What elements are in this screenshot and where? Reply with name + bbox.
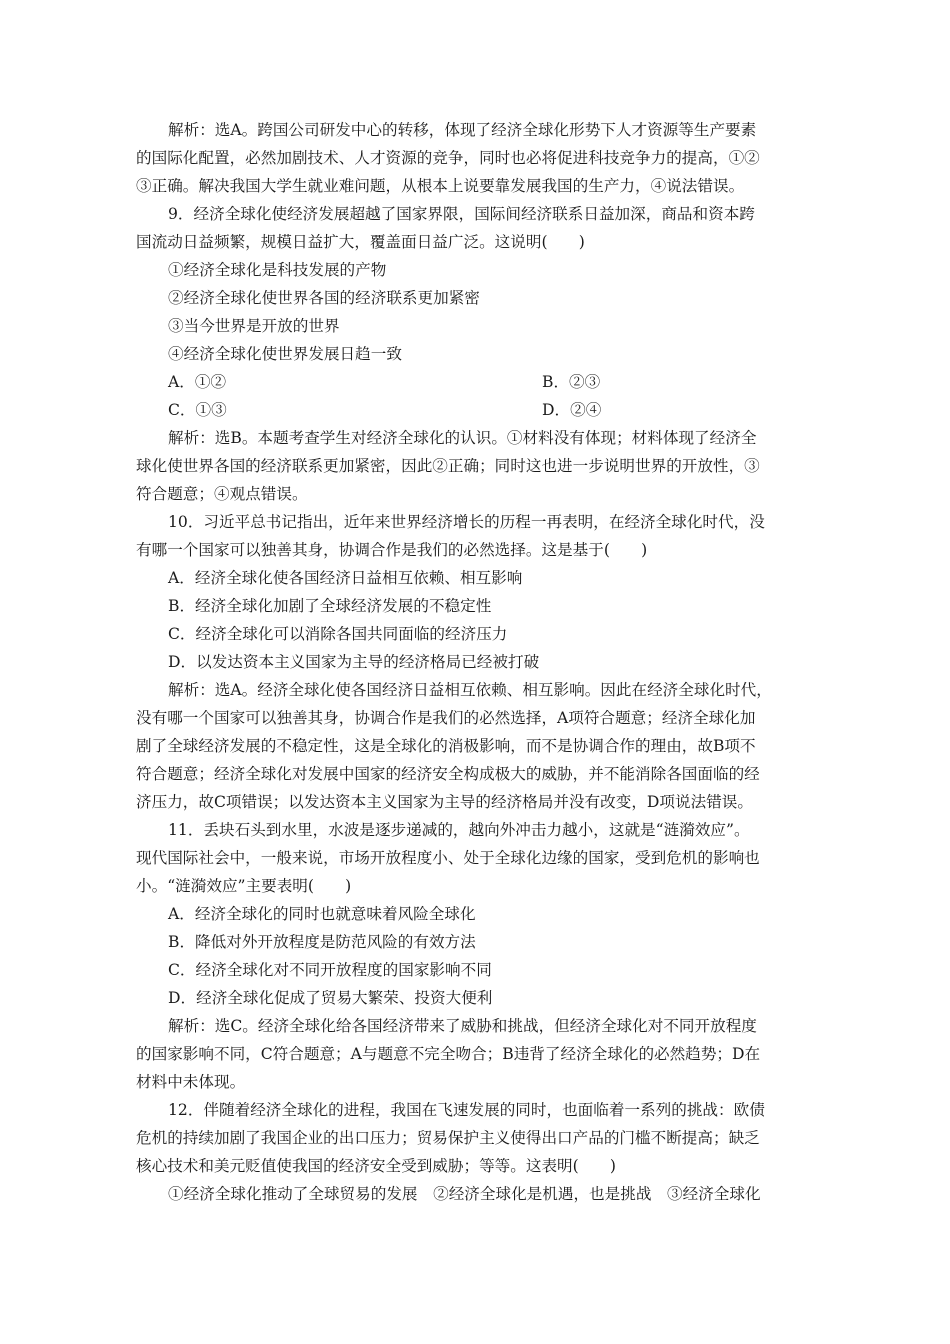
text-line: 核心技术和美元贬值使我国的经济安全受到威胁；等等。这表明( ) xyxy=(136,1157,616,1175)
statement-item: ①经济全球化是科技发展的产物 xyxy=(168,261,387,279)
statement-item: ③当今世界是开放的世界 xyxy=(168,317,340,335)
text-line: 材料中未体现。 xyxy=(136,1073,246,1091)
option-a: A．①② xyxy=(168,373,227,391)
text-line: 解析：选A。跨国公司研发中心的转移，体现了经济全球化形势下人才资源等生产要素 xyxy=(168,121,757,139)
text-line: 解析：选A。经济全球化使各国经济日益相互依赖、相互影响。因此在经济全球化时代， xyxy=(168,681,772,699)
text-line: 的国家影响不同，C符合题意；A与题意不完全吻合；B违背了经济全球化的必然趋势；D在 xyxy=(136,1045,761,1063)
text-line: 小。“涟漪效应”主要表明( ) xyxy=(136,877,352,895)
option-b: B．经济全球化加剧了全球经济发展的不稳定性 xyxy=(168,597,492,615)
option-b: B．②③ xyxy=(542,373,601,391)
option-c: C．①③ xyxy=(168,401,227,419)
text-line: 现代国际社会中，一般来说，市场开放程度小、处于全球化边缘的国家，受到危机的影响也 xyxy=(136,849,760,867)
question-11: 11．丢块石头到水里，水波是逐步递减的，越向外冲击力越小，这就是“涟漪效应”。 xyxy=(168,821,750,839)
text-line: 剧了全球经济发展的不稳定性，这是全球化的消极影响，而不是协调合作的理由，故B项不 xyxy=(136,737,756,755)
text-line: 解析：选B。本题考查学生对经济全球化的认识。①材料没有体现；材料体现了经济全 xyxy=(168,429,757,447)
option-d: D．②④ xyxy=(542,401,602,419)
text-line: 有哪一个国家可以独善其身，协调合作是我们的必然选择。这是基于( ) xyxy=(136,541,648,559)
option-d: D．以发达资本主义国家为主导的经济格局已经被打破 xyxy=(168,653,540,671)
option-a: A．经济全球化的同时也就意味着风险全球化 xyxy=(168,905,476,923)
statement-item: ④经济全球化使世界发展日趋一致 xyxy=(168,345,402,363)
option-d: D．经济全球化促成了贸易大繁荣、投资大便利 xyxy=(168,989,493,1007)
text-line: 解析：选C。经济全球化给各国经济带来了威胁和挑战，但经济全球化对不同开放程度 xyxy=(168,1017,757,1035)
question-9: 9．经济全球化使经济发展超越了国家界限，国际间经济联系日益加深，商品和资本跨 xyxy=(168,205,755,223)
text-line: ③正确。解决我国大学生就业难问题，从根本上说要靠发展我国的生产力，④说法错误。 xyxy=(136,177,745,195)
option-c: C．经济全球化对不同开放程度的国家影响不同 xyxy=(168,961,492,979)
text-line: 济压力，故C项错误；以发达资本主义国家为主导的经济格局并没有改变，D项说法错误。 xyxy=(136,793,753,811)
text-line: 球化使世界各国的经济联系更加紧密，因此②正确；同时这也进一步说明世界的开放性，③ xyxy=(136,457,760,475)
text-line: 没有哪一个国家可以独善其身，协调合作是我们的必然选择，A项符合题意；经济全球化加 xyxy=(136,709,756,727)
text-line: 的国际化配置，必然加剧技术、人才资源的竞争，同时也必将促进科技竞争力的提高，①② xyxy=(136,149,760,167)
option-b: B．降低对外开放程度是防范风险的有效方法 xyxy=(168,933,476,951)
option-c: C．经济全球化可以消除各国共同面临的经济压力 xyxy=(168,625,508,643)
option-a: A．经济全球化使各国经济日益相互依赖、相互影响 xyxy=(168,569,523,587)
statement-item: ①经济全球化推动了全球贸易的发展 ②经济全球化是机遇，也是挑战 ③经济全球化 xyxy=(168,1185,761,1203)
question-12: 12．伴随着经济全球化的进程，我国在飞速发展的同时，也面临着一系列的挑战：欧债 xyxy=(168,1101,765,1119)
statement-item: ②经济全球化使世界各国的经济联系更加紧密 xyxy=(168,289,480,307)
text-line: 符合题意；经济全球化对发展中国家的经济安全构成极大的威胁，并不能消除各国面临的经 xyxy=(136,765,760,783)
text-line: 符合题意；④观点错误。 xyxy=(136,485,308,503)
text-line: 国流动日益频繁，规模日益扩大，覆盖面日益广泛。这说明( ) xyxy=(136,233,585,251)
text-line: 危机的持续加剧了我国企业的出口压力；贸易保护主义使得出口产品的门槛不断提高；缺乏 xyxy=(136,1129,760,1147)
question-10: 10．习近平总书记指出，近年来世界经济增长的历程一再表明，在经济全球化时代，没 xyxy=(168,513,765,531)
